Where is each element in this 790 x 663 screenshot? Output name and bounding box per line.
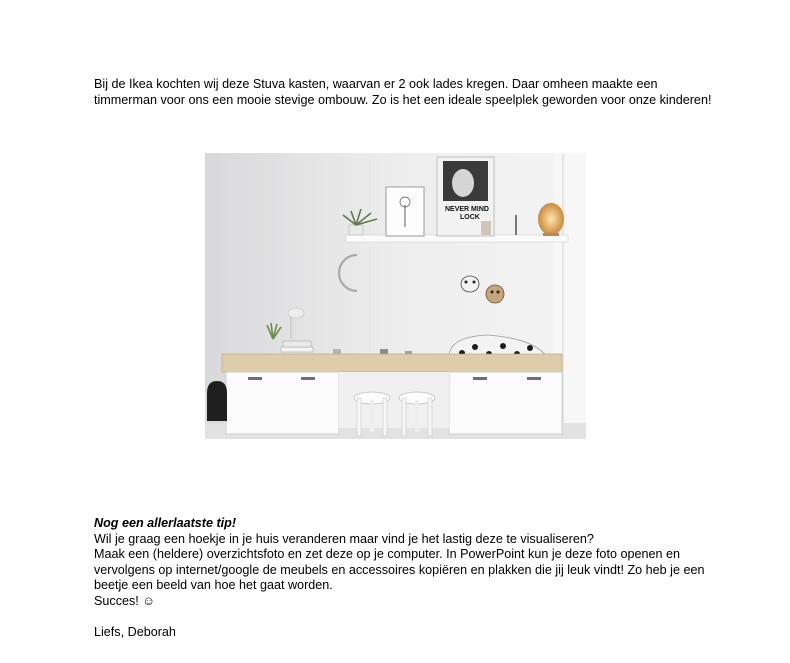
intro-paragraph: Bij de Ikea kochten wij deze Stuva kasten, waarvan er 2 ook lades kregen. Daar omheen maakte een timmerman voor ons een mooie stevige ombouw. Zo is het een ideale speelplek geworden voor onze kinderen! [94,77,712,107]
left-drawer-cabinet [226,372,339,434]
stool-left [354,392,390,436]
tip-instructions: Maak een (heldere) overzichtsfoto en zet deze op je computer. In PowerPoint kun je deze foto openen en vervolgens op internet/google de meubels en accessoires kopiëren en plakken die jij leuk vindt! Zo heb je een beetje een beeld van hoe het gaat worden. [94,547,705,593]
tip-closing: Succes! ☺ [94,593,156,608]
stool-right [399,392,435,436]
kids-play-corner-photo [205,153,586,439]
black-basket [207,381,227,421]
tip-heading: Nog een allerlaatste tip! [94,516,237,530]
right-drawer-cabinet [449,372,562,434]
poster-text-2: LOCK [460,214,480,221]
poster-text-1: NEVER MIND [445,206,489,213]
giraffe-head [486,285,504,303]
signoff: Liefs, Deborah [94,625,176,640]
desk-top [222,354,562,372]
tip-section [94,516,714,641]
lamp [538,203,564,235]
tiger-head [461,276,479,292]
tip-question: Wil je graag een hoekje in je huis veranderen maar vind je het lastig deze te visualiseren? [94,531,594,546]
